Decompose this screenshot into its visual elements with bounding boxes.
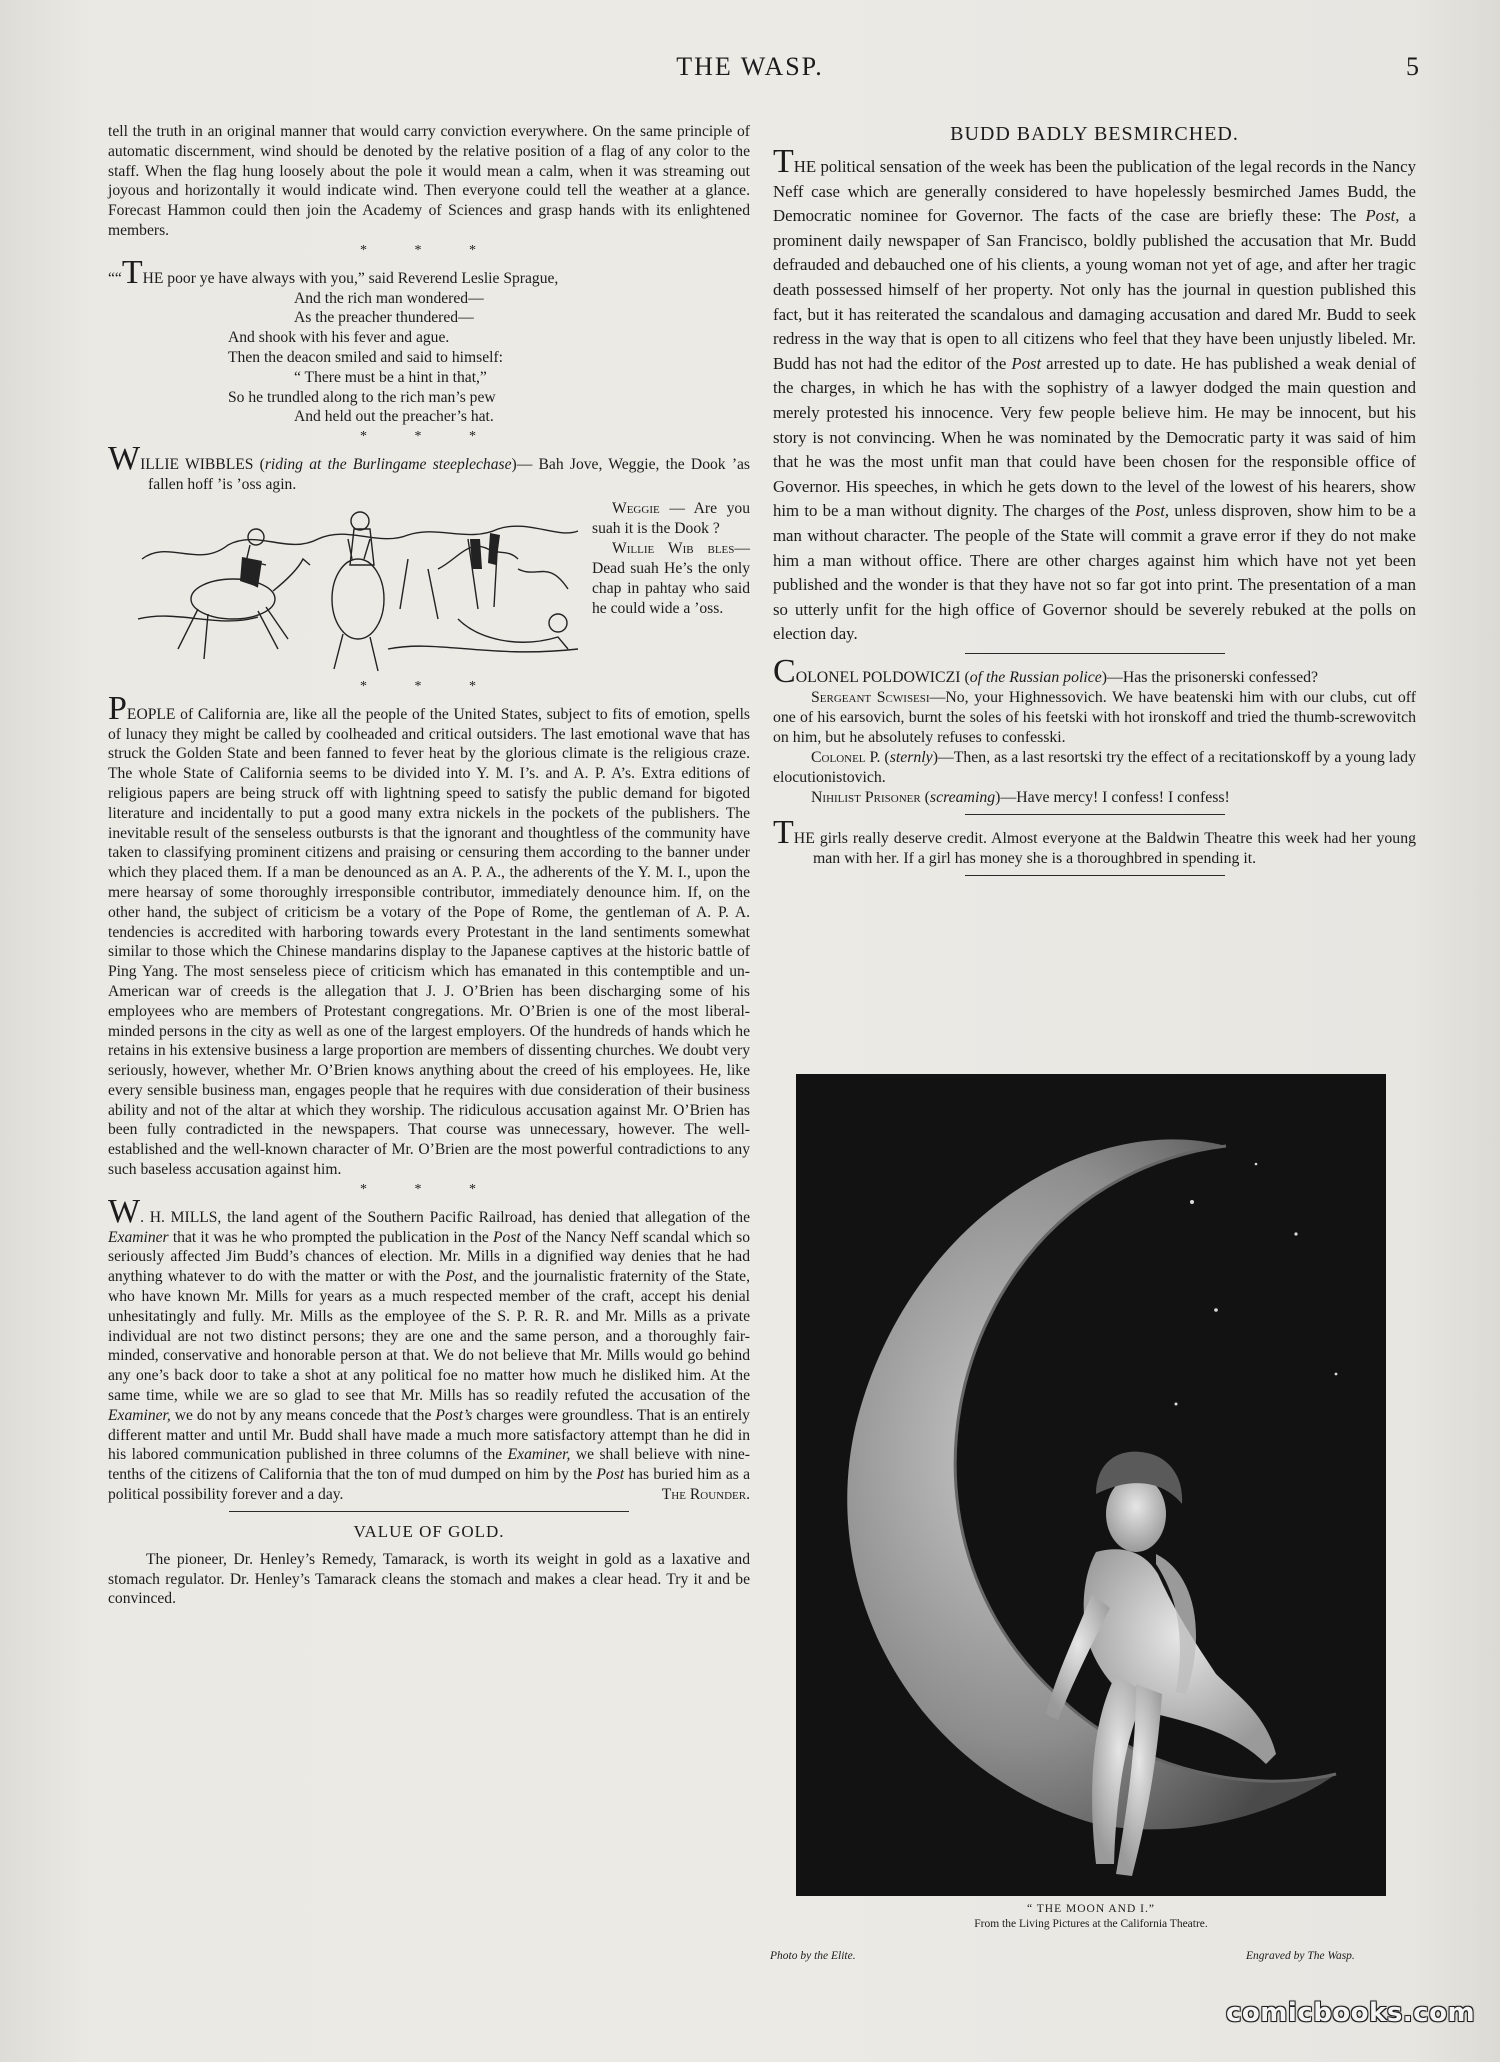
budd-headline: BUDD BADLY BESMIRCHED. bbox=[950, 123, 1239, 145]
people-article: PEOPLE of California are, like all the people of the United States, subject to fits of emotion, spells of lunacy they might be called by coolheaded and critical outsiders. The last emotional wave that has struck the Golden State and been fanned to fever heat by the glorious climate is the religious craze. The whole State of California seems to be divided into Y. M. I’s. and A. P. A’s. Extra editions of religious papers are being struck off with lightning speed to satisfy the public demand for bigoted literature and incidentally to put a good many extra nickels in the pockets of the publishers. The inevitable result of the senseless outbursts is that the ignorant and thoughtless of the community have taken to classifying prominent citizens and praising or censuring them according to the banner under which they placed them. If a man be denounced as an A. P. A., the adherents of the Y. M. I., upon the mere hearsay of some thoroughly irresponsible contributor, immediately denounce him. If, on the other hand, the subject of criticism be a votary of the Pope of Rome, the gentleman of A. P. A. tendencies is accredited with harboring towards every Protestant in the land sentiments somewhat similar to those which the Chinese mandarins display to the Japanese captives at the historic battle of Ping Yang. The most senseless piece of criticism which has emanated in this contemptible and un-American war of creeds is the allegation that J. J. O’Brien has been discharging some of his employees who are members of Protestant congregations. Mr. O’Brien is one of the most liberal-minded persons in the city as well as one of the largest employers. Of the hundreds of hands which he retains in his extensive business a large proportion are members of dissenting churches. We doubt very seriously, however, whether Mr. O’Brien knows anything about the creed of his employees. He, like every sensible business man, engages people that he requires with due consideration of their business ability and not of the altar at which they worship. The ridiculous accusation against Mr. O’Brien has been fully contradicted in the newspapers. That course was unnecessary, however. The well-established and the well-known character of Mr. O’Brien are the most powerful contradictions to any such baseless accusation against him. bbox=[108, 689, 750, 1179]
page-number: 5 bbox=[1406, 52, 1419, 81]
poem-line-2: And the rich man wondered— bbox=[294, 289, 484, 307]
divider-rule bbox=[965, 814, 1225, 815]
mills-article: W. H. MILLS, the land agent of the Southern Pacific Railroad, has denied that allegation of the Examiner that it was he who prompted the publication in the Post of the Nancy Neff scandal which so seriously affected Jim Budd’s chances of election. Mr. Mills in a dignified way denies that he had anything whatever to do with the matter or with the Post, and the journalistic fraternity of the State, who have known Mr. Mills for years as a much respected member of the craft, accept his denial unhesitatingly and fully. Mr. Mills as the employee of the S. P. R. R. and Mr. Mills as a private individual are not two distinct persons; they are one and the same person, and a thoroughly fair-minded, conservative and honorable person at that. We do not believe that Mr. Mills would go behind any one’s back door to take a shot at any political foe no matter how much he disliked him. At the same time, while we are so glad to see that Mr. Mills has so readily refuted the accusation of the Examiner, we do not by any means concede that the Post’s charges were groundless. That is an entirely different matter and until Mr. Budd shall have made a much more satisfactory attempt than he did in his labored communication published in three columns of the Examiner, we shall believe with nine-tenths of the citizens of California that the ton of mud dumped on him by the Post has buried him as a political possibility forever and a day. The Rounder. bbox=[108, 1192, 751, 1504]
section-divider: * * * bbox=[360, 678, 498, 694]
photo-credit-right: Engraved by The Wasp. bbox=[1246, 1950, 1355, 1962]
divider-rule bbox=[229, 1511, 629, 1512]
moon-photograph bbox=[796, 1074, 1386, 1896]
wibbles-block bbox=[108, 499, 750, 677]
right-column bbox=[773, 122, 1416, 884]
poem-line-3: As the preacher thundered— bbox=[294, 309, 474, 327]
poem bbox=[108, 253, 750, 427]
caption-subtitle: From the Living Pictures at the California Theatre. bbox=[974, 1918, 1208, 1930]
section-divider: * * * bbox=[360, 429, 498, 445]
steeplechase-sketch-illustration bbox=[138, 499, 582, 677]
girls-paragraph: THE girls really deserve credit. Almost everyone at the Baldwin Theatre this week had her young man with her. If a girl has money she is a thoroughbred in spending it. bbox=[773, 813, 1416, 867]
signature: The Rounder. bbox=[661, 1486, 750, 1504]
poem-line-7: So he trundled along to the rich man’s pew bbox=[228, 388, 496, 406]
poem-line-6: “ There must be a hint in that,” bbox=[294, 368, 487, 386]
wibbles-dialogue: WILLIE WIBBLES (riding at the Burlingame steeplechase)— Bah Jove, Weggie, the Dook ’as fallen hoff ’is ’oss agin. bbox=[108, 440, 750, 493]
divider-rule bbox=[965, 653, 1225, 654]
section-divider: * * * bbox=[360, 242, 498, 258]
intro-paragraph: tell the truth in an original manner that would carry conviction everywhere. On the same principle of automatic discernment, wind should be denoted by the relative position of a flag of any color to the staff. When the flag hung loosely about the pole it would mean a calm, when it was streaming out joyous and horizontally it would indicate wind. Then everyone could tell the weather at a glance. Forecast Hammon could then join the Academy of Sciences and grasp hands with its enlightened members. bbox=[108, 123, 750, 239]
photo-caption bbox=[796, 1902, 1386, 1932]
crescent-moon-illustration bbox=[796, 1074, 1386, 1896]
colonel-dialogue: COLONEL POLDOWICZI (of the Russian police)—Has the prisonerski confessed? Sergeant Scwisesi—No, your Highnessovich. We have beatenski him with our clubs, cut off one of his earsovich, burnt the soles of his feetski with hot ironskoff and tried the thumb-screwovitch on him, but he absolutely refuses to confesski. Colonel P. (sternly)—Then, as a last resortski try the effect of a recitationskoff by a young lady elocutionistovich. Nihilist Prisoner (screaming)—Have mercy! I confess! I confess! bbox=[773, 652, 1416, 806]
watermark-logo: comicbooks.com bbox=[1226, 1998, 1476, 2028]
poem-line-8: And held out the preacher’s hat. bbox=[294, 408, 494, 426]
section-divider: * * * bbox=[360, 1181, 498, 1197]
poem-line-4: And shook with his fever and ague. bbox=[228, 329, 450, 347]
caption-title: “ THE MOON AND I.” bbox=[1027, 1903, 1155, 1915]
wibbles-reply: Weggie — Are you suah it is the Dook ? Willie Wib bles— Dead suah He’s the only chap in pahtay who said he could wide a ’oss. bbox=[592, 499, 750, 617]
masthead-title: THE WASP. bbox=[676, 52, 824, 81]
poem-line-5: Then the deacon smiled and said to himself: bbox=[228, 348, 503, 366]
budd-article: THE political sensation of the week has been the publication of the legal records in the Nancy Neff case which are generally considered to have hopelessly besmirched James Budd, the Democratic nominee for Governor. The facts of the case are briefly these: The Post, a prominent daily newspaper of San Francisco, boldly published the accusation that Mr. Budd defrauded and debauched one of his clients, a young woman not yet of age, and after her tragic death possessed himself of her property. Not only has the journal in question published this fact, but it has reiterated the scandalous and damaging accusation and dared Mr. Budd to seek redress in the way that is open to all citizens who feel that they have been unjustly libeled. Mr. Budd has not had the editor of the Post arrested up to date. He has published a weak denial of the charges, in which he has with the sophistry of a lawyer dodged the main question and merely protested his innocence. Very few people believe him. He may be innocent, but his story is not convincing. When he was nominated by the Democratic party it was said of him that he was the most unfit man that could have been chosen for the responsible office of Governor. His speeches, in which he gets down to the level of the lowest of his hearers, show him to be a man without dignity. The charges of the Post, unless disproven, show him to be a man without character. The people of the State will commit a grave error if they do not make him a man without office. There are other charges against him which have not yet been published and the wonder is that they have not so far got into print. The presentation of a man so utterly unfit for the high office of Governor should be severely rebuked at the polls on election day. bbox=[773, 143, 1416, 644]
gold-advert: The pioneer, Dr. Henley’s Remedy, Tamarack, is worth its weight in gold as a laxative and stomach regulator. Dr. Henley’s Tamarack cleans the stomach and makes a clear head. Try it and be convinced. bbox=[108, 1550, 750, 1608]
gold-headline: VALUE OF GOLD. bbox=[353, 1521, 505, 1541]
left-column bbox=[108, 122, 750, 1609]
poem-line-1: ““THE poor ye have always with you,” said Reverend Leslie Sprague, bbox=[108, 253, 559, 291]
photo-credit-left: Photo by the Elite. bbox=[770, 1950, 856, 1962]
divider-rule bbox=[965, 875, 1225, 876]
